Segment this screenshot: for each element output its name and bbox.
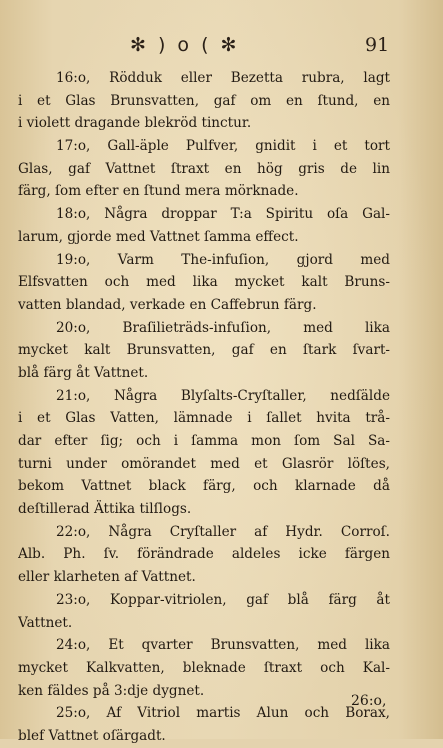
text-line: 23:o, Koppar-vitriolen, gaf blå färg åt [56,591,390,608]
text-line: vatten blandad, verkade en Caffebrun färg. [18,296,317,313]
text-line: 20:o, Braſilieträds-infuſion, med lika [56,319,390,336]
text-line: 25:o, Af Vitriol martis Alun och Borax, [56,705,390,722]
text-line: eller klarheten af Vattnet. [18,569,196,586]
text-line: Glas, gaf Vattnet ſtraxt en hög gris de lin [18,160,390,177]
text-line: ken fäldes på 3:dje dygnet. [18,682,205,699]
text-line: deſtillerad Ättika tilſlogs. [18,501,192,518]
text-line: i violett dragande blekröd tinctur. [18,115,252,132]
text-line: 18:o, Några droppar T:a Spiritu oſa Gal- [56,206,390,223]
text-line: i et Glas Brunsvatten, gaf om en ſtund, en [18,92,390,109]
text-line: 22:o, Några Cryſtaller af Hydr. Corroſ. [56,523,390,540]
text-line: 16:o, Rödduk eller Bezetta rubra, lagt [56,70,390,86]
page-header [0,34,443,58]
text-line: 24:o, Et qvarter Brunsvatten, med lika [56,637,390,654]
text-line: mycket Kalkvatten, bleknade ſtraxt och Kal- [18,659,390,676]
text-line: dar efter ſig; och i ſamma mon ſom Sal Sa- [18,433,390,449]
text-line: 21:o, Några Blyſalts-Cryſtaller, nedſälde [56,387,390,404]
text-line: Elfsvatten och med lika mycket kalt Bruns- [18,274,390,291]
text-line: bekom Vattnet black färg, och klarnade då [18,478,390,495]
text-line: blef Vattnet oſärgadt. [18,727,166,744]
header-ornament: ✻ ) o ( ✻ [130,34,240,56]
body-text [18,67,390,748]
text-line: Alb. Ph. ſv. förändrade aldeles icke färgen [18,546,390,563]
catchword: 26:o, [351,693,387,709]
text-line: mycket kalt Brunsvatten, gaf en ſtark ſvart- [18,342,390,359]
page-number: 91 [365,34,390,56]
text-line: Vattnet. [18,614,73,631]
text-line: larum, gjorde med Vattnet ſamma effect. [18,228,299,245]
text-line: 19:o, Varm The-infuſion, gjord med [56,251,390,268]
text-line: färg, ſom efter en ſtund mera mörknade. [18,183,299,200]
text-line: i et Glas Vatten, lämnade i ſallet hvita trå- [18,410,390,427]
text-line: turni under omörandet med et Glasrör löſtes, [18,455,390,472]
text-line: 17:o, Gall-äple Pulfver, gnidit i et tort [56,138,390,155]
text-line: blå färg åt Vattnet. [18,364,149,381]
